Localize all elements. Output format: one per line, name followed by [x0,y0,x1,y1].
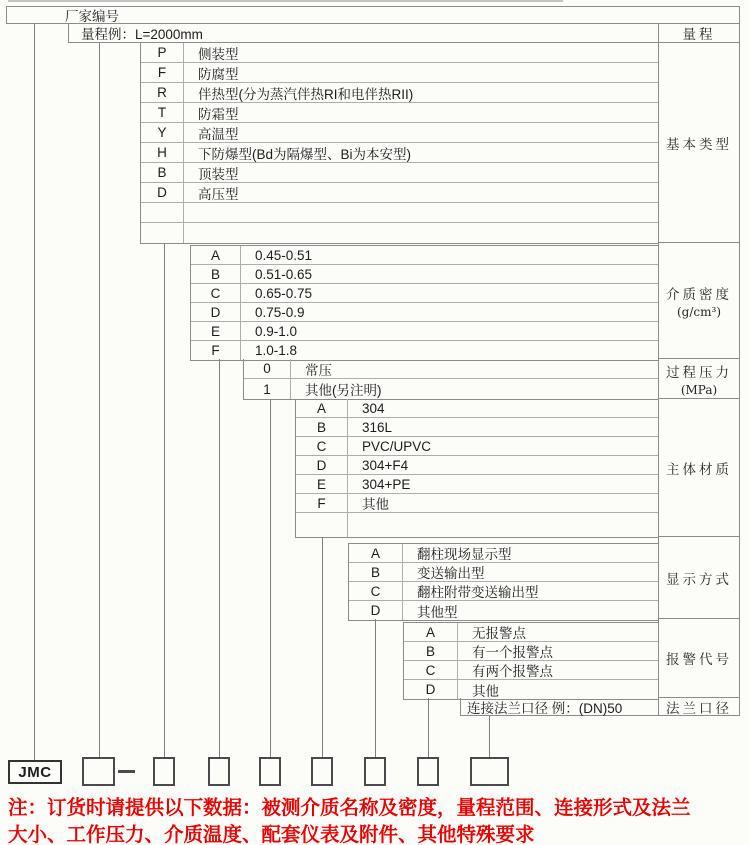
table-row [244,359,658,379]
code-box-alarm [417,757,439,786]
code-cell: D [191,303,241,321]
desc-cell: 0.51-0.65 [255,266,313,282]
ordering-note [8,795,748,845]
table-row [191,303,658,322]
desc-cell: 无报警点 [472,626,526,641]
table-row [244,379,658,399]
table-row [349,563,658,582]
code-box-pressure [259,757,281,786]
manufacturer-number-row [6,6,740,24]
table-row [141,63,658,83]
section-body-material [295,399,658,538]
desc-cell: 有一个报警点 [472,645,553,660]
desc-cell [184,223,658,243]
desc-cell: 高温型 [198,126,239,142]
code-cell: C [349,582,403,600]
flange-diameter-row [460,698,658,716]
side-label-basic-type: 基本类型 [659,43,739,243]
ordering-note-line2: 大小、工作压力、介质温度、配套仪表及附件、其他特殊要求 [8,824,535,845]
table-row [141,183,658,203]
desc-cell: 防腐型 [198,66,239,82]
connector-line-alarm [428,698,429,757]
desc-cell: 304+F4 [362,457,409,473]
table-row [141,83,658,103]
connector-line-basic-type [164,243,165,757]
range-example-label: 量程例：L=2000mm [81,26,203,42]
table-row [296,399,658,418]
section-display-mode [348,543,658,621]
section-process-pressure [243,359,658,400]
separator-dash [118,770,135,773]
code-cell [141,223,184,243]
side-label-column [658,23,740,716]
desc-cell: 其他 [362,497,389,512]
table-row-empty [141,223,658,243]
code-cell: D [141,183,184,202]
side-label-range: 量程 [659,23,739,43]
table-row [296,418,658,437]
desc-cell: 1.0-1.8 [255,343,298,358]
table-row [349,601,658,620]
code-box-density [208,757,230,786]
table-row [404,642,658,661]
desc-cell: 顶装型 [198,166,239,182]
desc-cell [184,203,658,222]
code-cell: A [296,399,348,417]
side-label-medium-density: 介质密度 (g/cm³) [659,243,739,359]
section-alarm-code [403,622,658,700]
manufacturer-number-label: 厂家编号 [65,9,119,24]
code-cell: P [141,43,184,62]
ordering-note-line1: 注：订货时请提供以下数据：被测介质名称及密度，量程范围、连接形式及法兰 [8,797,691,819]
desc-cell [348,513,658,537]
flange-diameter-label: 连接法兰口径 例：(DN)50 [467,700,623,716]
table-row [404,623,658,642]
desc-cell: PVC/UPVC [362,438,432,454]
connector-line-material [322,537,323,757]
code-cell: 1 [244,379,291,399]
desc-cell: 0.75-0.9 [255,304,305,320]
side-label-alarm-code: 报警代号 [659,619,739,698]
desc-cell: 翻柱附带变送输出型 [417,585,539,600]
model-prefix-box: JMC [8,760,62,784]
table-row [296,437,658,456]
code-cell: E [191,322,241,340]
table-row [296,456,658,475]
code-cell: B [141,163,184,182]
code-cell: C [404,661,458,679]
code-cell: B [191,265,241,283]
table-row [191,246,658,265]
connector-line-display [375,619,376,757]
code-box-flange [470,757,509,786]
code-box-material [311,757,333,786]
desc-cell: 316L [362,419,393,435]
table-row [191,284,658,303]
desc-cell: 0.65-0.75 [255,285,313,301]
code-cell: B [404,642,458,660]
code-cell: A [191,246,241,264]
desc-cell: 下防爆型(Bd为隔爆型、Bi为本安型) [198,146,412,162]
code-cell: D [349,601,403,620]
desc-cell: 304 [362,400,385,416]
code-box-range [82,757,115,786]
code-cell: R [141,83,184,102]
desc-cell: 0.9-1.0 [255,323,298,339]
desc-cell: 侧装型 [198,46,239,62]
connector-line-range [99,43,100,757]
code-cell: D [404,680,458,699]
side-label-process-pressure: 过程压力 (MPa) [659,359,739,399]
code-cell: B [296,418,348,436]
table-row [404,661,658,680]
code-cell: Y [141,123,184,142]
range-row [68,23,658,43]
section-medium-density [190,245,658,361]
desc-cell: 变送输出型 [417,566,485,581]
code-cell: 0 [244,359,291,378]
table-row-empty [296,513,658,537]
desc-cell: 其他(另注明) [305,383,382,398]
code-cell [141,203,184,222]
side-label-body-material: 主体材质 [659,399,739,537]
side-label-display-mode: 显示方式 [659,537,739,619]
code-cell: F [191,341,241,360]
desc-cell: 翻柱现场显示型 [417,547,512,562]
table-row [141,123,658,143]
connector-line-pressure [270,399,271,757]
section-basic-type [140,43,658,244]
connector-line-flange [489,716,490,757]
table-row [141,103,658,123]
code-cell: C [296,437,348,455]
code-cell: H [141,143,184,162]
table-row [191,265,658,284]
desc-cell: 伴热型(分为蒸汽伴热RI和电伴热RII) [198,86,414,102]
code-cell [296,513,348,537]
code-cell: A [349,544,403,562]
desc-cell: 304+PE [362,476,411,492]
top-edge-line [8,0,563,2]
desc-cell: 其他 [472,683,499,699]
code-box-basic-type [153,757,175,786]
side-label-flange: 法兰口径 [659,698,739,716]
table-row [191,322,658,341]
table-row [296,494,658,513]
table-row [141,143,658,163]
table-row [191,341,658,360]
table-row [141,43,658,63]
code-cell: D [296,456,348,474]
table-row [296,475,658,494]
desc-cell: 高压型 [198,186,239,202]
desc-cell: 其他型 [417,604,458,620]
code-cell: F [296,494,348,512]
code-cell: E [296,475,348,493]
code-cell: A [404,623,458,641]
table-row [349,544,658,563]
code-cell: F [141,63,184,82]
code-cell: C [191,284,241,302]
code-cell: T [141,103,184,122]
connector-line-density [219,359,220,757]
connector-line-manufacturer [34,23,35,760]
table-row-empty [141,203,658,223]
desc-cell: 常压 [305,362,332,378]
desc-cell: 0.45-0.51 [255,247,313,263]
code-box-display [364,757,386,786]
desc-cell: 防霜型 [198,106,239,122]
table-row [141,163,658,183]
table-row [349,582,658,601]
code-cell: B [349,563,403,581]
desc-cell: 有两个报警点 [472,664,553,679]
